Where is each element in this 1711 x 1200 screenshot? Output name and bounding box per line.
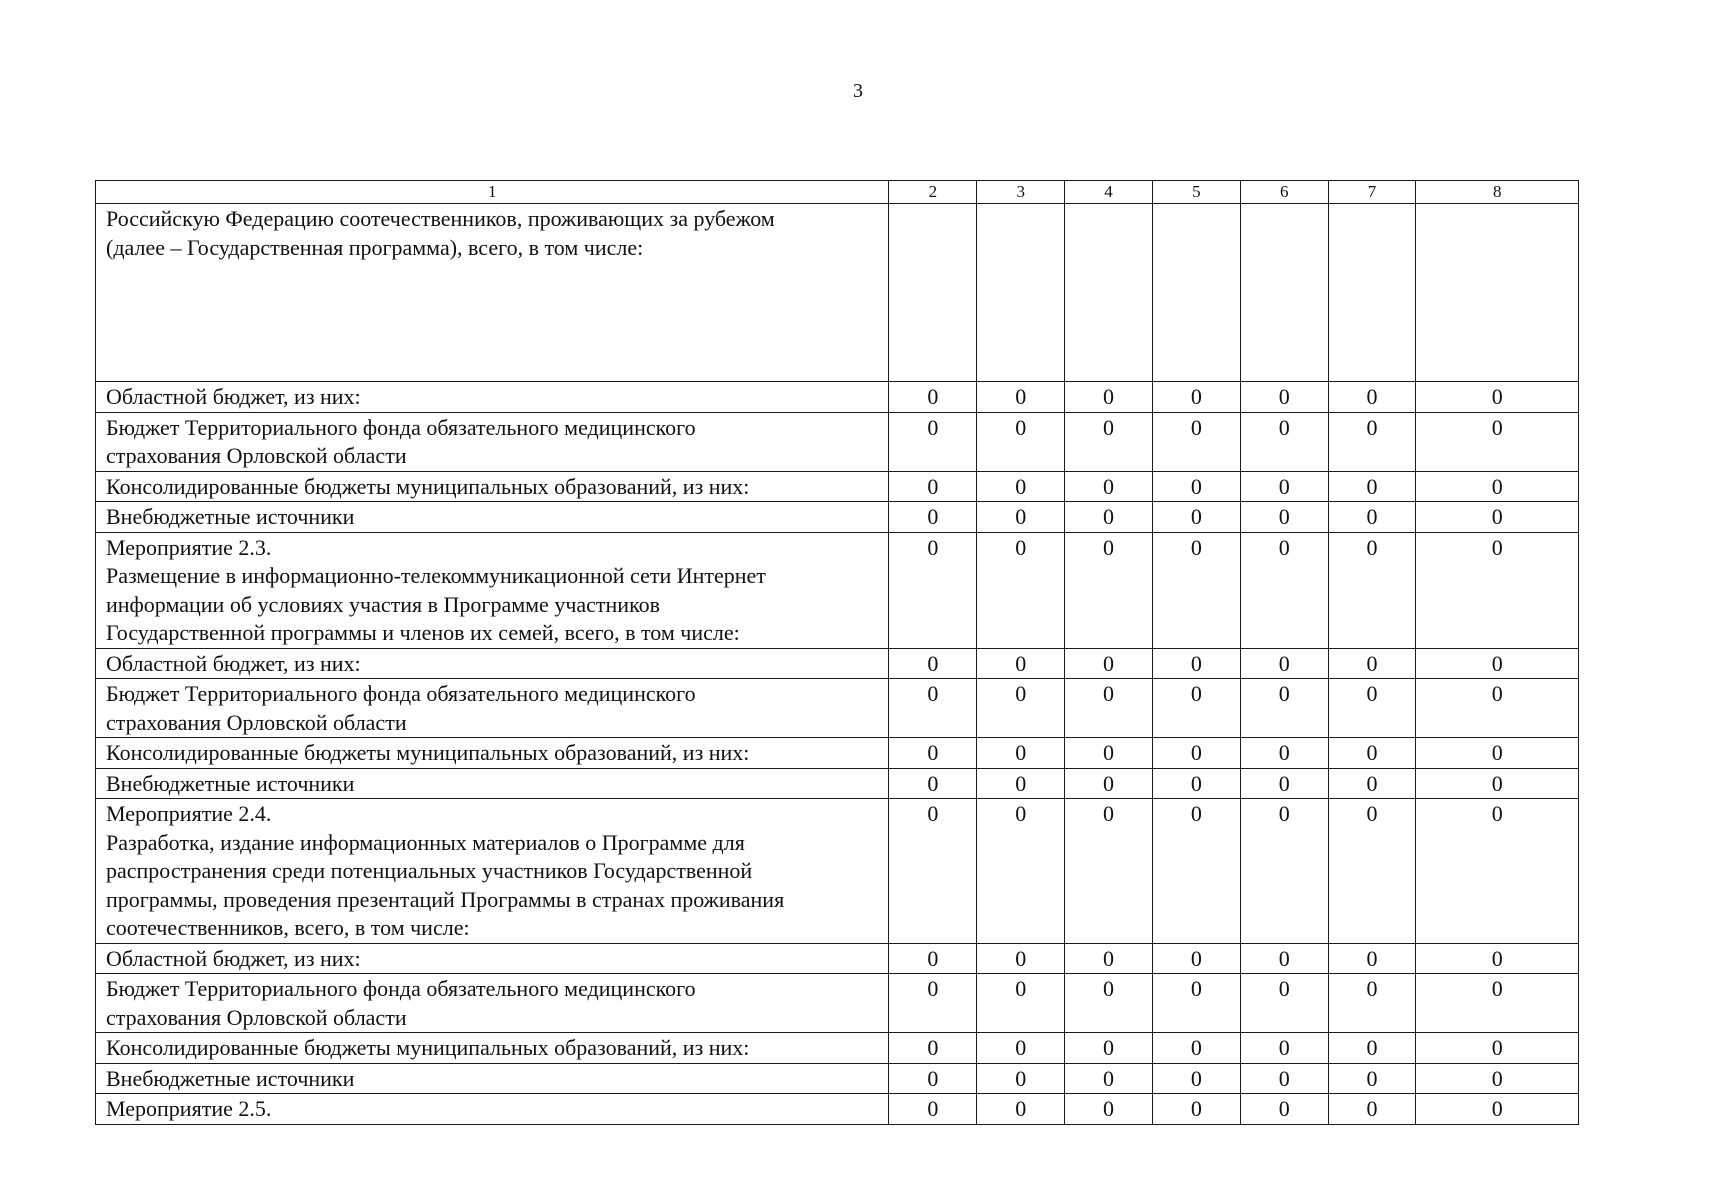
row-label-line: Консолидированные бюджеты муниципальных образований, из них: [106, 1035, 750, 1060]
value-cell: 0 [889, 532, 977, 648]
value-cell [977, 204, 1065, 382]
value-cell: 0 [977, 738, 1065, 769]
row-label-line: Разработка, издание информационных материалов о Программе для [106, 829, 745, 855]
value-cell: 0 [1065, 943, 1153, 974]
value-cell: 0 [1328, 679, 1416, 738]
row-label-line: Мероприятие 2.4. [106, 801, 272, 826]
budget-table [95, 180, 1579, 1125]
row-label-line: (далее – Государственная программа), всего, в том числе: [106, 234, 644, 260]
value-cell: 0 [977, 943, 1065, 974]
value-cell: 0 [1416, 943, 1579, 974]
value-cell: 0 [889, 1094, 977, 1125]
row-label-line: Государственной программы и членов их семей, всего, в том числе: [106, 620, 740, 645]
value-cell: 0 [1416, 1094, 1579, 1125]
row-label-cell [96, 738, 889, 769]
table-row [96, 768, 1579, 799]
value-cell: 0 [1152, 768, 1240, 799]
value-cell: 0 [1328, 1033, 1416, 1064]
table-row [96, 204, 1579, 382]
row-label-cell [96, 204, 889, 382]
value-cell: 0 [1240, 532, 1328, 648]
table-row [96, 412, 1579, 471]
value-cell: 0 [1240, 768, 1328, 799]
value-cell: 0 [1065, 1033, 1153, 1064]
table-row [96, 799, 1579, 944]
table-row [96, 502, 1579, 533]
row-label-line: Областной бюджет, из них: [106, 945, 361, 971]
value-cell: 0 [1416, 532, 1579, 648]
value-cell: 0 [1152, 471, 1240, 502]
row-label-cell [96, 382, 889, 413]
table-row [96, 738, 1579, 769]
value-cell: 0 [1328, 471, 1416, 502]
value-cell: 0 [889, 502, 977, 533]
row-label-line: распространения среди потенциальных участников Государственной [106, 858, 753, 883]
value-cell: 0 [1065, 1063, 1153, 1094]
value-cell: 0 [889, 768, 977, 799]
value-cell: 0 [977, 648, 1065, 679]
value-cell: 0 [1328, 382, 1416, 413]
row-label-line: Областной бюджет, из них: [106, 384, 361, 409]
row-label-line: страхования Орловской области [106, 709, 407, 735]
table-row [96, 532, 1579, 648]
table-row [96, 1063, 1579, 1094]
value-cell: 0 [1416, 1063, 1579, 1094]
row-label-cell [96, 1063, 889, 1094]
value-cell: 0 [1240, 679, 1328, 738]
table-row [96, 679, 1579, 738]
value-cell: 0 [1240, 738, 1328, 769]
value-cell: 0 [1328, 412, 1416, 471]
value-cell: 0 [1416, 768, 1579, 799]
row-label-cell [96, 1033, 889, 1064]
value-cell: 0 [977, 412, 1065, 471]
row-label-line: Внебюджетные источники [106, 504, 355, 529]
value-cell [889, 204, 977, 382]
value-cell: 0 [1240, 1033, 1328, 1064]
row-label-line: Бюджет Территориального фонда обязательного медицинского [106, 976, 696, 1001]
row-label-cell [96, 502, 889, 533]
value-cell: 0 [1065, 679, 1153, 738]
value-cell: 0 [1240, 943, 1328, 974]
value-cell: 0 [1152, 1033, 1240, 1064]
value-cell: 0 [1152, 502, 1240, 533]
column-header: 5 [1152, 181, 1240, 204]
value-cell: 0 [1328, 799, 1416, 944]
value-cell: 0 [1152, 943, 1240, 974]
value-cell: 0 [1065, 532, 1153, 648]
row-label-cell [96, 768, 889, 799]
value-cell: 0 [1328, 532, 1416, 648]
value-cell: 0 [977, 1063, 1065, 1094]
row-label-line: соотечественников, всего, в том числе: [106, 915, 470, 940]
page-number: 3 [853, 80, 863, 102]
value-cell: 0 [1152, 382, 1240, 413]
value-cell: 0 [1328, 1063, 1416, 1094]
value-cell [1416, 204, 1579, 382]
value-cell: 0 [1065, 974, 1153, 1033]
value-cell: 0 [1328, 648, 1416, 679]
value-cell: 0 [1328, 502, 1416, 533]
value-cell: 0 [1065, 1094, 1153, 1125]
value-cell: 0 [1416, 738, 1579, 769]
value-cell: 0 [1065, 382, 1153, 413]
value-cell: 0 [889, 1063, 977, 1094]
value-cell: 0 [1065, 471, 1153, 502]
value-cell: 0 [977, 471, 1065, 502]
row-label-cell [96, 679, 889, 738]
value-cell: 0 [1240, 1094, 1328, 1125]
value-cell: 0 [1328, 943, 1416, 974]
row-label-cell [96, 974, 889, 1033]
value-cell: 0 [977, 768, 1065, 799]
table-row [96, 943, 1579, 974]
value-cell: 0 [977, 1033, 1065, 1064]
value-cell: 0 [1416, 1033, 1579, 1064]
value-cell: 0 [1416, 679, 1579, 738]
table-row [96, 974, 1579, 1033]
row-label-cell [96, 943, 889, 974]
column-header: 7 [1328, 181, 1416, 204]
value-cell: 0 [977, 1094, 1065, 1125]
row-label-cell [96, 1094, 889, 1125]
value-cell: 0 [1240, 471, 1328, 502]
value-cell: 0 [1416, 412, 1579, 471]
value-cell: 0 [977, 799, 1065, 944]
value-cell: 0 [1240, 648, 1328, 679]
row-label-line: Областной бюджет, из них: [106, 650, 361, 676]
value-cell: 0 [889, 412, 977, 471]
row-label-line: Мероприятие 2.3. [106, 534, 272, 560]
value-cell: 0 [889, 1033, 977, 1064]
row-label-cell [96, 412, 889, 471]
table-row [96, 1033, 1579, 1064]
value-cell: 0 [1416, 648, 1579, 679]
value-cell: 0 [889, 382, 977, 413]
value-cell: 0 [1065, 799, 1153, 944]
value-cell: 0 [977, 532, 1065, 648]
column-header: 8 [1416, 181, 1579, 204]
table-row [96, 1094, 1579, 1125]
value-cell: 0 [1152, 648, 1240, 679]
row-label-line: Консолидированные бюджеты муниципальных образований, из них: [106, 473, 750, 499]
table-body [96, 181, 1579, 1125]
value-cell: 0 [889, 679, 977, 738]
value-cell: 0 [1152, 679, 1240, 738]
row-label-cell [96, 648, 889, 679]
value-cell: 0 [1065, 502, 1153, 533]
value-cell: 0 [1328, 974, 1416, 1033]
value-cell: 0 [1416, 382, 1579, 413]
value-cell: 0 [889, 943, 977, 974]
value-cell: 0 [977, 382, 1065, 413]
row-label-line: Консолидированные бюджеты муниципальных образований, из них: [106, 740, 750, 765]
row-label-line: программы, проведения презентаций Программы в странах проживания [106, 886, 785, 912]
row-label-line: Внебюджетные источники [106, 770, 355, 796]
value-cell [1240, 204, 1328, 382]
value-cell: 0 [1152, 412, 1240, 471]
value-cell: 0 [1240, 502, 1328, 533]
value-cell: 0 [1152, 1094, 1240, 1125]
value-cell: 0 [1328, 768, 1416, 799]
column-number-header-row [96, 181, 1579, 204]
value-cell [1328, 204, 1416, 382]
value-cell: 0 [889, 799, 977, 944]
value-cell: 0 [1152, 799, 1240, 944]
table-row [96, 648, 1579, 679]
value-cell: 0 [1240, 799, 1328, 944]
row-label-line: Внебюджетные источники [106, 1065, 355, 1091]
value-cell: 0 [977, 679, 1065, 738]
column-header: 6 [1240, 181, 1328, 204]
value-cell: 0 [977, 974, 1065, 1033]
value-cell: 0 [889, 974, 977, 1033]
value-cell: 0 [1065, 738, 1153, 769]
value-cell: 0 [977, 502, 1065, 533]
row-label-cell [96, 471, 889, 502]
value-cell: 0 [1065, 648, 1153, 679]
row-label-line: информации об условиях участия в Программе участников [106, 591, 661, 617]
value-cell: 0 [889, 738, 977, 769]
column-header: 1 [96, 181, 889, 204]
row-label-line: Размещение в информационно-телекоммуникационной сети Интернет [106, 563, 766, 588]
column-header: 4 [1065, 181, 1153, 204]
value-cell: 0 [1328, 738, 1416, 769]
value-cell: 0 [1416, 974, 1579, 1033]
value-cell [1152, 204, 1240, 382]
value-cell: 0 [1328, 1094, 1416, 1125]
value-cell [1065, 204, 1153, 382]
row-label-line: страхования Орловской области [106, 1004, 407, 1030]
row-label-cell [96, 799, 889, 944]
value-cell: 0 [1416, 502, 1579, 533]
table-row [96, 382, 1579, 413]
value-cell: 0 [1152, 532, 1240, 648]
row-label-cell [96, 532, 889, 648]
value-cell: 0 [1152, 738, 1240, 769]
value-cell: 0 [1152, 974, 1240, 1033]
value-cell: 0 [1416, 471, 1579, 502]
value-cell: 0 [1240, 382, 1328, 413]
row-label-line: Бюджет Территориального фонда обязательного медицинского [106, 681, 696, 706]
value-cell: 0 [1065, 412, 1153, 471]
value-cell: 0 [1065, 768, 1153, 799]
row-label-line: Российскую Федерацию соотечественников, проживающих за рубежом [106, 206, 775, 231]
value-cell: 0 [889, 471, 977, 502]
column-header: 3 [977, 181, 1065, 204]
value-cell: 0 [1240, 1063, 1328, 1094]
value-cell: 0 [1240, 974, 1328, 1033]
value-cell: 0 [1416, 799, 1579, 944]
column-header: 2 [889, 181, 977, 204]
table-row [96, 471, 1579, 502]
value-cell: 0 [1152, 1063, 1240, 1094]
row-label-line: Мероприятие 2.5. [106, 1096, 272, 1121]
value-cell: 0 [1240, 412, 1328, 471]
row-label-line: страхования Орловской области [106, 443, 407, 468]
row-label-line: Бюджет Территориального фонда обязательного медицинского [106, 414, 696, 440]
value-cell: 0 [889, 648, 977, 679]
